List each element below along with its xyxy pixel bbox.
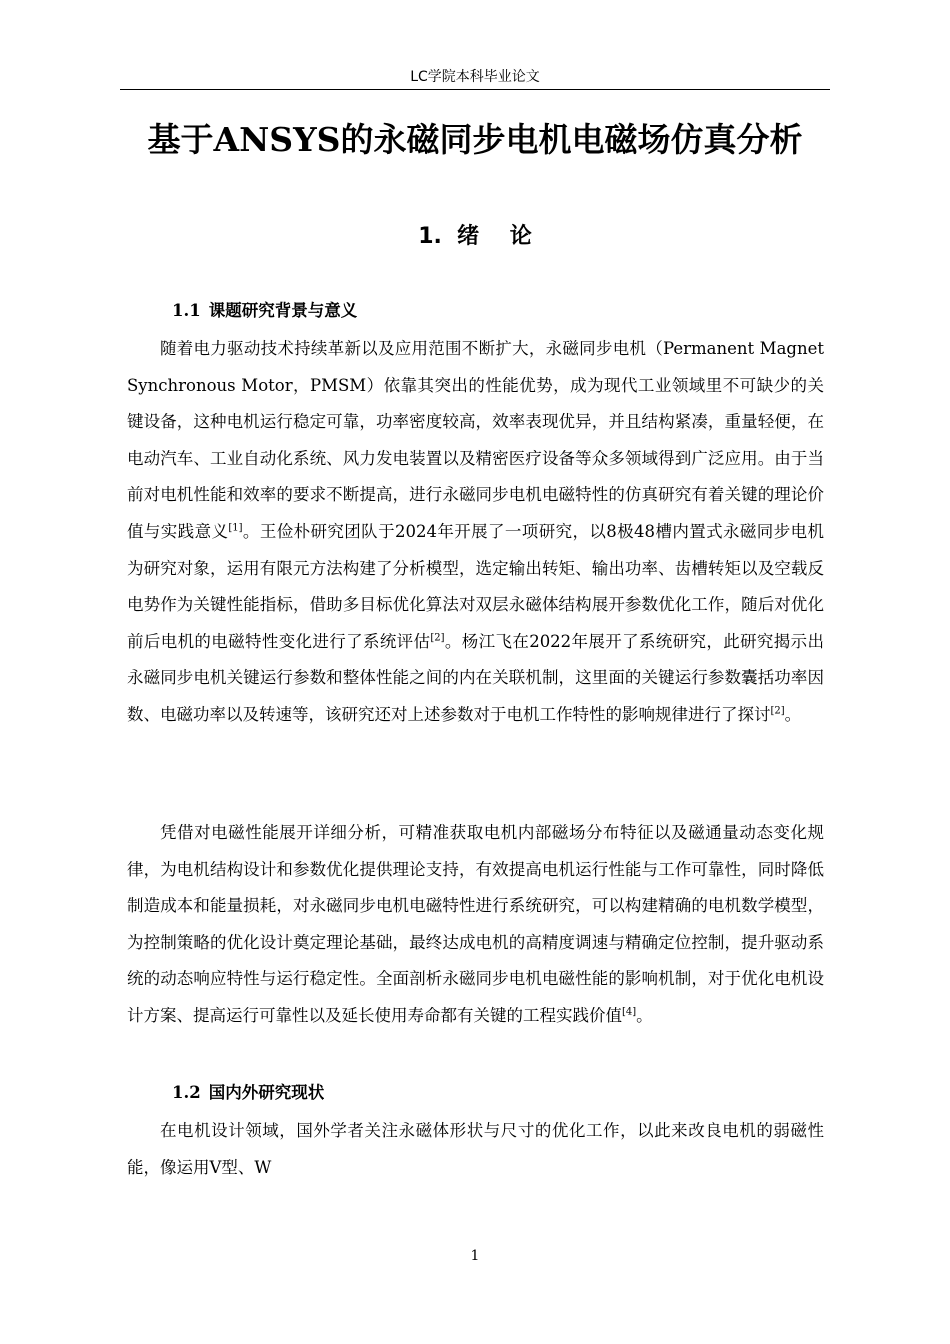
- paragraph-research-status: [127, 1113, 824, 1186]
- section-title: 课题研究背景与意义: [208, 301, 358, 320]
- header-rule: [120, 89, 830, 90]
- section-heading-1-1: [172, 298, 357, 324]
- citation-ref[interactable]: [2]: [430, 632, 445, 644]
- citation-ref[interactable]: [1]: [228, 522, 243, 534]
- section-number: 1.1: [172, 301, 201, 320]
- paragraph-text: 随着电力驱动技术持续革新以及应用范围不断扩大，永磁同步电机（Permanent Magnet Synchronous Motor，PMSM）依靠其突出的性能优势，成为现代工业领域里不可缺少的关键设备，这种电机运行稳定可靠，功率密度较高，效率表现优异，并且结构紧凑，重量轻便，在电动汽车、工业自动化系统、风力发电装置以及精密医疗设备等众多领域得到广泛应用。由于当前对电机性能和效率的要求不断提高，进行永磁同步电机电磁特性的仿真研究有着关键的理论价值与实践意义: [127, 339, 824, 541]
- section-number: 1.2: [172, 1083, 201, 1102]
- paragraph-text: 。: [784, 704, 802, 724]
- citation-ref[interactable]: [2]: [770, 705, 785, 717]
- page-number: 1: [470, 1248, 480, 1264]
- paragraph-text: 凭借对电磁性能展开详细分析，可精准获取电机内部磁场分布特征以及磁通量动态变化规律，为电机结构设计和参数优化提供理论支持，有效提高电机运行性能与工作可靠性，同时降低制造成本和能量损耗，对永磁同步电机电磁特性进行系统研究，可以构建精确的电机数学模型，为控制策略的优化设计奠定理论基础，最终达成电机的高精度调速与精确定位控制，提升驱动系统的动态响应特性与运行稳定性。全面剖析永磁同步电机电磁性能的影响机制，对于优化电机设计方案、提高运行可靠性以及延长使用寿命都有关键的工程实践价值: [127, 823, 824, 1025]
- chapter-heading: 1. 绪 论: [418, 224, 532, 249]
- paragraph-background: [127, 331, 824, 734]
- section-heading-1-2: [172, 1080, 324, 1106]
- section-title: 国内外研究现状: [208, 1083, 325, 1102]
- running-header: LC学院本科毕业论文: [410, 69, 540, 85]
- paragraph-text: 在电机设计领域，国外学者关注永磁体形状与尺寸的优化工作，以此来改良电机的弱磁性能，像运用V型、W: [127, 1121, 824, 1177]
- citation-ref[interactable]: [4]: [622, 1006, 637, 1018]
- document-title: 基于ANSYS的永磁同步电机电磁场仿真分析: [147, 120, 803, 159]
- paragraph-text: 。: [636, 1005, 653, 1025]
- paragraph-text: 。王俭朴研究团队于2024年开展了一项研究，以8极48槽内置式永磁同步电机为研究对象，运用有限元方法构建了分析模型，选定输出转矩、输出功率、齿槽转矩以及空载反电势作为关键性能指标，借助多目标优化算法对双层永磁体结构展开参数优化工作，随后对优化前后电机的电磁特性变化进行了系统评估: [127, 521, 824, 651]
- paragraph-significance: [127, 815, 824, 1035]
- paragraph-text: 。杨江飞在2022年展开了系统研究，此研究揭示出永磁同步电机关键运行参数和整体性能之间的内在关联机制，这里面的关键运行参数囊括功率因数、电磁功率以及转速等，该研究还对上述参数对于电机工作特性的影响规律进行了探讨: [127, 631, 824, 724]
